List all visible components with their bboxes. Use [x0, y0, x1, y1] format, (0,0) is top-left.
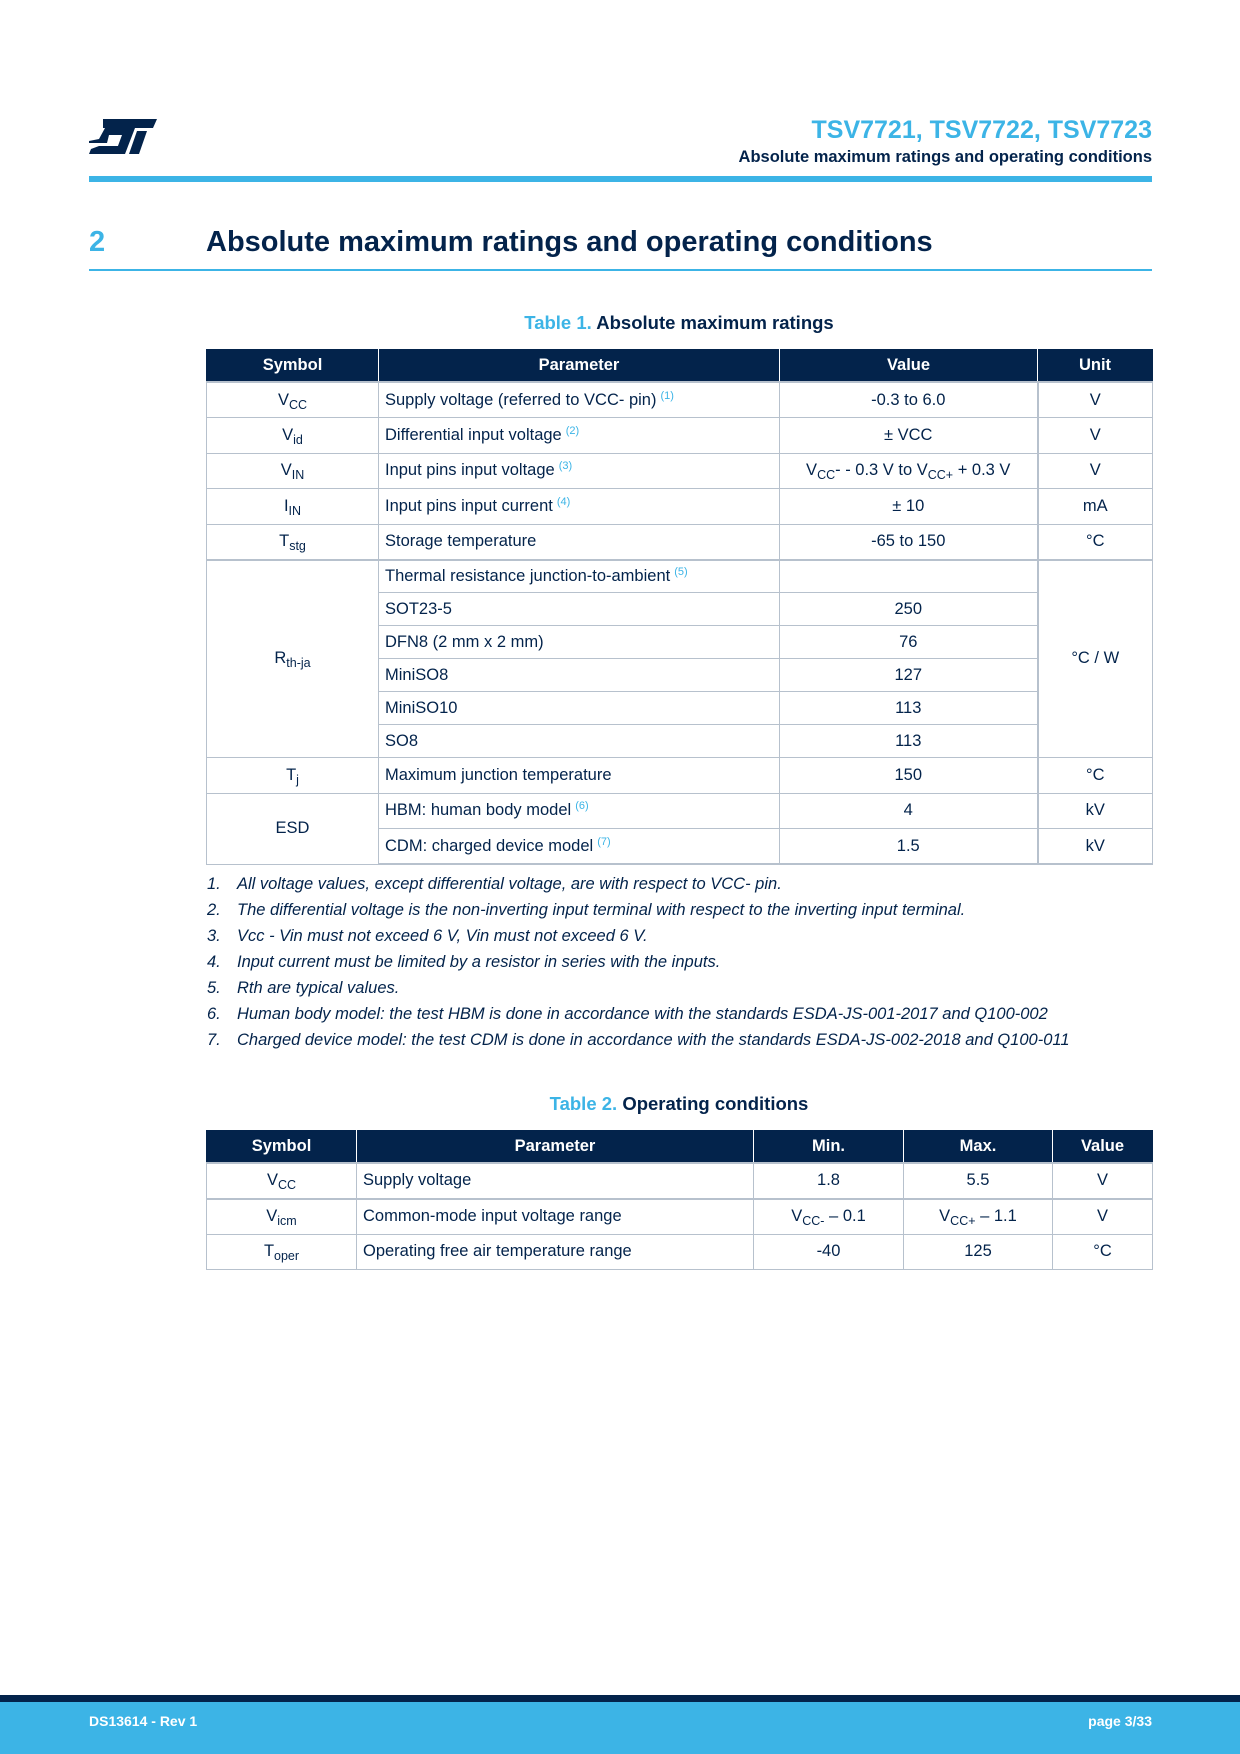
symbol-cell: $V_{CC}$: [207, 1163, 357, 1199]
table-row: [207, 524, 1153, 560]
footnote-ref: (1): [660, 389, 674, 402]
table-row: [207, 382, 1153, 418]
parameter-cell: Thermal resistance junction-to-ambient $^{(5)}$: [379, 560, 780, 593]
footnote-ref: (3): [558, 460, 573, 473]
column-header: Parameter: [379, 349, 780, 382]
footnote: 4. Input current must be limited by a resistor in series with the inputs.: [207, 953, 721, 971]
table-row: [207, 793, 1153, 829]
value-cell: 150: [780, 758, 1038, 794]
symbol-cell: ESD: [207, 793, 379, 864]
parameter-cell: HBM: human body model $^{(6)}$: [379, 793, 780, 829]
parameter-cell: Supply voltage: [357, 1163, 754, 1199]
symbol-cell: $T_j$: [207, 758, 379, 794]
value-cell: 1.5: [780, 829, 1038, 865]
section-title: Absolute maximum ratings and operating conditions: [206, 226, 933, 258]
parameter-cell: DFN8 (2 mm x 2 mm): [379, 626, 780, 659]
value-cell: ± VCC: [780, 418, 1038, 454]
section-heading: [89, 222, 1152, 271]
page-footer: [0, 1695, 1240, 1754]
symbol-cell: $R_{th-ja}$: [207, 560, 379, 758]
footnote: 5. Rth are typical values.: [207, 979, 400, 997]
parameter-cell: Supply voltage (referred to VCC- pin) $^{(1)}$: [379, 382, 780, 418]
value-cell: $V_{CC}- - 0.3$ V to $V_{CC+} + 0.3$ V: [780, 453, 1038, 489]
footnote: 6. Human body model: the test HBM is done in accordance with the standards ESDA-JS-001-2017 and Q100-002: [207, 1005, 1048, 1023]
table-header-row: [207, 349, 1153, 382]
min-cell: -40: [754, 1234, 904, 1270]
column-header: Parameter: [357, 1130, 754, 1163]
page-header: [89, 112, 1152, 182]
column-header: Unit: [1038, 349, 1153, 382]
value-cell: 127: [780, 659, 1038, 692]
symbol-cell: $V_{id}$: [207, 418, 379, 454]
symbol-cell: $T_{stg}$: [207, 524, 379, 560]
value-cell: 113: [780, 692, 1038, 725]
parameter-cell: Input pins input voltage $^{(3)}$: [379, 453, 780, 489]
unit-cell: V: [1053, 1163, 1153, 1199]
footnote-ref: (6): [575, 800, 589, 813]
min-cell: $V_{CC-} - 0.1$: [754, 1199, 904, 1235]
table2-caption-text: Operating conditions: [622, 1093, 809, 1114]
table-row: [207, 418, 1153, 454]
value-cell: 113: [780, 725, 1038, 758]
parameter-cell: Input pins input current $^{(4)}$: [379, 489, 780, 525]
table-row: [207, 453, 1153, 489]
value-cell: [780, 560, 1038, 593]
footnote-ref: (4): [556, 495, 571, 508]
value-cell: 250: [780, 593, 1038, 626]
table-row: [207, 1234, 1153, 1270]
footnote-ref: (2): [565, 424, 580, 437]
column-header: Symbol: [207, 349, 379, 382]
table-header-row: [207, 1130, 1153, 1163]
unit-cell: °C: [1053, 1234, 1153, 1270]
column-header: Min.: [754, 1130, 904, 1163]
footnote: 3. Vcc - Vin must not exceed 6 V, Vin must not exceed 6 V.: [207, 927, 648, 945]
unit-cell: V: [1038, 418, 1153, 454]
parameter-cell: Common-mode input voltage range: [357, 1199, 754, 1235]
unit-cell: V: [1053, 1199, 1153, 1235]
column-header: Symbol: [207, 1130, 357, 1163]
parameter-cell: MiniSO10: [379, 692, 780, 725]
symbol-cell: $V_{IN}$: [207, 453, 379, 489]
table2-caption: [206, 1093, 1152, 1115]
symbol-cell: $T_{oper}$: [207, 1234, 357, 1270]
symbol-cell: $I_{IN}$: [207, 489, 379, 525]
parameter-cell: Differential input voltage $^{(2)}$: [379, 418, 780, 454]
column-header: Max.: [904, 1130, 1053, 1163]
table-row: [207, 1163, 1153, 1199]
table-row: [207, 758, 1153, 794]
column-header: Value: [1053, 1130, 1153, 1163]
unit-cell: mA: [1038, 489, 1153, 525]
parameter-cell: Operating free air temperature range: [357, 1234, 754, 1270]
value-cell: 76: [780, 626, 1038, 659]
max-cell: 125: [904, 1234, 1053, 1270]
value-cell: ± 10: [780, 489, 1038, 525]
header-rule: [89, 176, 1152, 182]
table-row: [207, 1199, 1153, 1235]
st-logo-icon: [89, 119, 157, 159]
table1-caption-text: Absolute maximum ratings: [596, 312, 834, 333]
value-cell: 4: [780, 793, 1038, 829]
document-id: DS13614 - Rev 1: [89, 1713, 198, 1729]
symbol-cell: $V_{icm}$: [207, 1199, 357, 1235]
unit-cell: V: [1038, 382, 1153, 418]
table1-caption: [206, 312, 1152, 334]
table-row: [207, 560, 1153, 593]
unit-cell: °C: [1038, 524, 1153, 560]
footnote: 2. The differential voltage is the non-inverting input terminal with respect to the inverting input terminal.: [207, 901, 966, 919]
table2-caption-number: Table 2.: [549, 1093, 618, 1114]
unit-cell: °C / W: [1038, 560, 1153, 758]
table1-footnotes: [207, 873, 1152, 1055]
unit-cell: V: [1038, 453, 1153, 489]
max-cell: $V_{CC+} - 1.1$: [904, 1199, 1053, 1235]
unit-cell: kV: [1038, 829, 1153, 865]
footnote: 1. All voltage values, except differential voltage, are with respect to VCC- pin.: [207, 875, 782, 893]
parameter-cell: SOT23-5: [379, 593, 780, 626]
section-number: 2: [89, 226, 106, 258]
value-cell: -65 to 150: [780, 524, 1038, 560]
symbol-cell: $V_{CC}$: [207, 382, 379, 418]
document-subtitle: Absolute maximum ratings and operating conditions: [738, 148, 1152, 166]
parameter-cell: CDM: charged device model $^{(7)}$: [379, 829, 780, 865]
footnote: 7. Charged device model: the test CDM is done in accordance with the standards ESDA-JS-002-2018 and Q100-011: [207, 1031, 1070, 1049]
footnote-ref: (7): [597, 835, 611, 848]
unit-cell: °C: [1038, 758, 1153, 794]
min-cell: 1.8: [754, 1163, 904, 1199]
parameter-cell: Maximum junction temperature: [379, 758, 780, 794]
unit-cell: kV: [1038, 793, 1153, 829]
footnote-ref: (5): [674, 565, 688, 578]
max-cell: 5.5: [904, 1163, 1053, 1199]
value-cell: -0.3 to 6.0: [780, 382, 1038, 418]
table1-caption-number: Table 1.: [524, 312, 592, 333]
document-title: TSV7721, TSV7722, TSV7723: [811, 116, 1152, 144]
parameter-cell: MiniSO8: [379, 659, 780, 692]
table-row: [207, 489, 1153, 525]
parameter-cell: Storage temperature: [379, 524, 780, 560]
absolute-maximum-ratings-table: [206, 349, 1153, 865]
operating-conditions-table: [206, 1130, 1153, 1270]
page-number: page 3/33: [1088, 1713, 1152, 1729]
column-header: Value: [780, 349, 1038, 382]
parameter-cell: SO8: [379, 725, 780, 758]
